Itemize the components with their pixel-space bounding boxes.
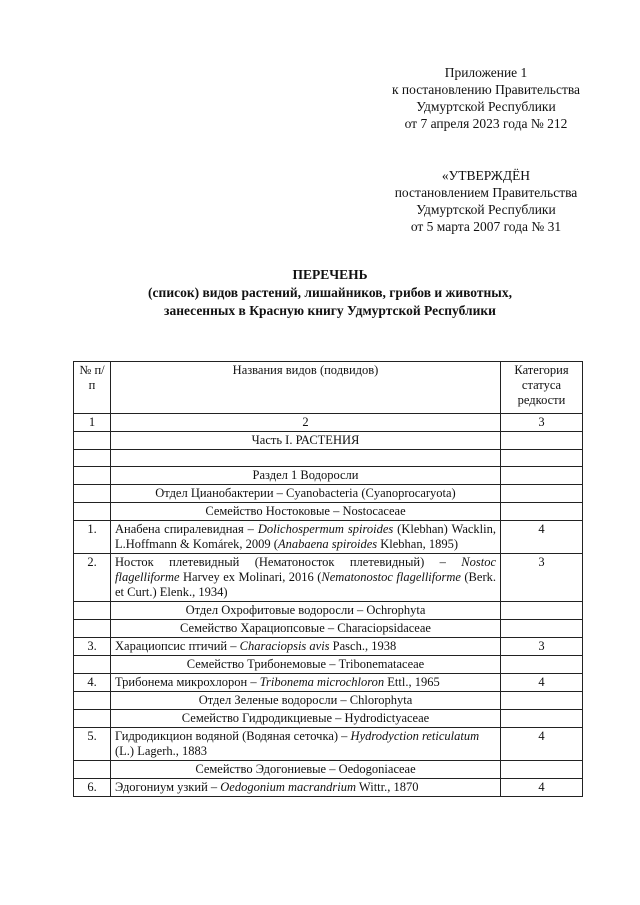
approved-line-3: Удмуртской Республики	[416, 202, 556, 217]
species-name: Анабена спиралевидная – Dolichospermum spiroides (Klebhan) Wacklin, L.Hoffmann & Komárek, 2009 (Anabaena spiroides Klebhan, 1895)	[111, 521, 501, 554]
header-num: № п/п	[74, 362, 111, 414]
approved-block	[370, 167, 602, 235]
species-name: Трибонема микрохлорон – Tribonema microchloron Ettl., 1965	[111, 674, 501, 692]
family-characiopsidaceae: Семейство Харациопсовые – Characiopsidaceae	[111, 620, 501, 638]
table-row	[74, 521, 583, 554]
row-number: 5.	[74, 728, 111, 761]
species-name: Носток плетевидный (Нематоносток плетевидный) – Nostoc flagelliforme Harvey ex Molinari, 2016 (Nematonostoc flagelliforme (Berk. et Curt.) Elenk., 1934)	[111, 554, 501, 602]
row-number: 2.	[74, 554, 111, 602]
row-number: 1.	[74, 521, 111, 554]
appendix-line-2: к постановлению Правительства	[391, 82, 581, 97]
header-name: Названия видов (подвидов)	[111, 362, 501, 414]
division-row	[74, 485, 583, 503]
division-cyanobacteria: Отдел Цианобактерии – Cyanobacteria (Cyanoprocaryota)	[111, 485, 501, 503]
approved-line-2: постановлением Правительства	[394, 185, 578, 200]
document-title	[60, 266, 600, 320]
rarity-category: 3	[501, 554, 583, 602]
family-nostocaceae: Семейство Ностоковые – Nostocaceae	[111, 503, 501, 521]
appendix-line-3: Удмуртской Республики	[416, 99, 556, 114]
family-row	[74, 503, 583, 521]
row-number: 6.	[74, 779, 111, 797]
table-row	[74, 779, 583, 797]
division-chlorophyta: Отдел Зеленые водоросли – Chlorophyta	[111, 692, 501, 710]
row-number: 4.	[74, 674, 111, 692]
rarity-category: 4	[501, 728, 583, 761]
table-row	[74, 554, 583, 602]
species-name: Эдогониум узкий – Oedogonium macrandrium Wittr., 1870	[111, 779, 501, 797]
rarity-category: 4	[501, 521, 583, 554]
family-row	[74, 656, 583, 674]
family-oedogoniaceae: Семейство Эдогониевые – Oedogoniaceae	[111, 761, 501, 779]
rarity-category: 4	[501, 674, 583, 692]
appendix-line-4: от 7 апреля 2023 года № 212	[404, 116, 568, 131]
family-hydrodictyaceae: Семейство Гидродикциевые – Hydrodictyaceae	[111, 710, 501, 728]
col-number-1: 1	[74, 414, 111, 432]
family-row	[74, 710, 583, 728]
family-row	[74, 761, 583, 779]
species-name: Гидродикцион водяной (Водяная сеточка) – Hydrodyction reticulatum (L.) Lagerh., 1883	[111, 728, 501, 761]
title-line-2: (список) видов растений, лишайников, грибов и животных,	[148, 285, 512, 300]
table-header-row	[74, 362, 583, 414]
title-line-3: занесенных в Красную книгу Удмуртской Республики	[164, 303, 496, 318]
table-row	[74, 638, 583, 656]
section-heading: Раздел 1 Водоросли	[111, 467, 501, 485]
header-category: Категория статуса редкости	[501, 362, 583, 414]
table-row	[74, 674, 583, 692]
species-table	[73, 361, 583, 797]
rarity-category: 3	[501, 638, 583, 656]
division-row	[74, 692, 583, 710]
approved-line-1: «УТВЕРЖДЁН	[441, 168, 531, 183]
part-heading: Часть I. РАСТЕНИЯ	[111, 432, 501, 450]
col-number-2: 2	[111, 414, 501, 432]
title-line-1: ПЕРЕЧЕНЬ	[292, 267, 368, 282]
col-number-3: 3	[501, 414, 583, 432]
rarity-category: 4	[501, 779, 583, 797]
division-row	[74, 602, 583, 620]
section-row	[74, 467, 583, 485]
appendix-block	[370, 64, 602, 132]
column-number-row	[74, 414, 583, 432]
row-number: 3.	[74, 638, 111, 656]
appendix-line-1: Приложение 1	[444, 65, 528, 80]
division-ochrophyta: Отдел Охрофитовые водоросли – Ochrophyta	[111, 602, 501, 620]
table-row	[74, 728, 583, 761]
species-name: Харациопсис птичий – Characiopsis avis Pasch., 1938	[111, 638, 501, 656]
family-row	[74, 620, 583, 638]
blank-row	[74, 450, 583, 467]
approved-line-4: от 5 марта 2007 года № 31	[410, 219, 562, 234]
part-row	[74, 432, 583, 450]
family-tribonemataceae: Семейство Трибонемовые – Tribonemataceae	[111, 656, 501, 674]
